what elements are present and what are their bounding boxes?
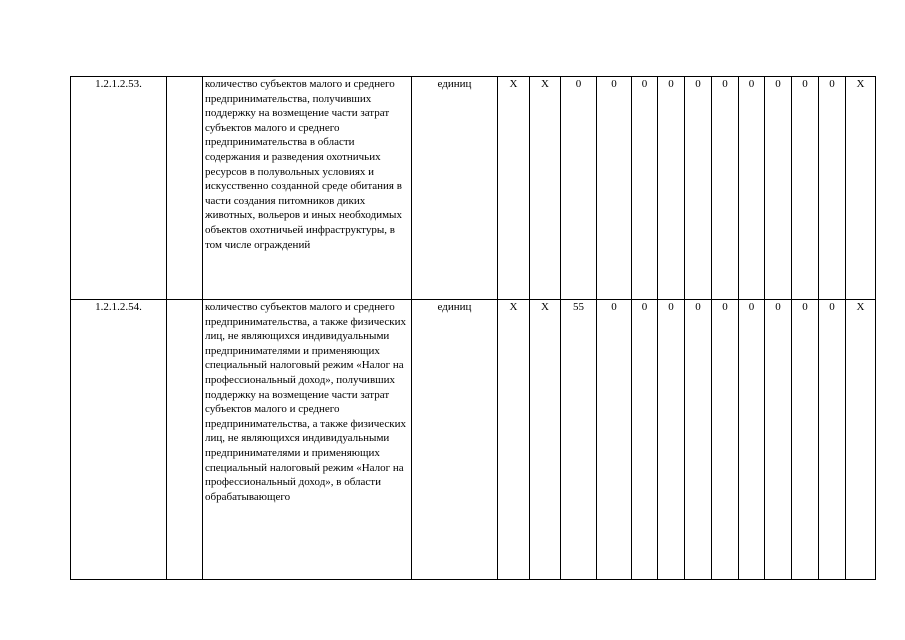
value-cell: 0 bbox=[765, 300, 792, 580]
value-cell: 55 bbox=[561, 300, 597, 580]
row-extra-cell bbox=[167, 77, 203, 300]
value-cell: 0 bbox=[765, 77, 792, 300]
row-unit: единиц bbox=[412, 77, 498, 300]
value-cell: 0 bbox=[632, 300, 658, 580]
row-number: 1.2.1.2.53. bbox=[71, 77, 167, 300]
value-cell: 0 bbox=[739, 77, 765, 300]
value-cell: 0 bbox=[792, 77, 819, 300]
value-cell: X bbox=[498, 300, 530, 580]
value-cell: X bbox=[530, 77, 561, 300]
value-cell: 0 bbox=[712, 300, 739, 580]
row-description: количество субъектов малого и среднего предпринимательства, получивших поддержку на возмещение части затрат субъектов малого и среднего предпринимательства в области содержания и разведения охотничьих ресурсов в полувольных условиях и искусственно созданной среде обитания в части создания питомников диких животных, вольеров и иных необходимых объектов охотничьей инфраструктуры, в том числе ограждений bbox=[203, 77, 412, 300]
row-unit: единиц bbox=[412, 300, 498, 580]
value-cell: 0 bbox=[632, 77, 658, 300]
value-cell: X bbox=[846, 300, 876, 580]
value-cell: 0 bbox=[597, 77, 632, 300]
value-cell: 0 bbox=[739, 300, 765, 580]
value-cell: 0 bbox=[658, 300, 685, 580]
row-description: количество субъектов малого и среднего предпринимательства, а также физических лиц, не являющихся индивидуальными предпринимателями и применяющих специальный налоговый режим «Налог на профессиональный доход», получивших поддержку на возмещение части затрат субъектов малого и среднего предпринимательства, а также физических лиц, не являющихся индивидуальными предпринимателями и применяющих специальный налоговый режим «Налог на профессиональный доход», в области обрабатывающего bbox=[203, 300, 412, 580]
value-cell: 0 bbox=[658, 77, 685, 300]
table-row bbox=[71, 77, 876, 300]
value-cell: 0 bbox=[819, 300, 846, 580]
value-cell: 0 bbox=[685, 77, 712, 300]
row-number: 1.2.1.2.54. bbox=[71, 300, 167, 580]
value-cell: X bbox=[530, 300, 561, 580]
table-row bbox=[71, 300, 876, 580]
indicators-table bbox=[70, 76, 876, 580]
value-cell: X bbox=[846, 77, 876, 300]
value-cell: 0 bbox=[561, 77, 597, 300]
value-cell: 0 bbox=[685, 300, 712, 580]
row-extra-cell bbox=[167, 300, 203, 580]
value-cell: 0 bbox=[819, 77, 846, 300]
value-cell: 0 bbox=[597, 300, 632, 580]
value-cell: X bbox=[498, 77, 530, 300]
value-cell: 0 bbox=[792, 300, 819, 580]
value-cell: 0 bbox=[712, 77, 739, 300]
